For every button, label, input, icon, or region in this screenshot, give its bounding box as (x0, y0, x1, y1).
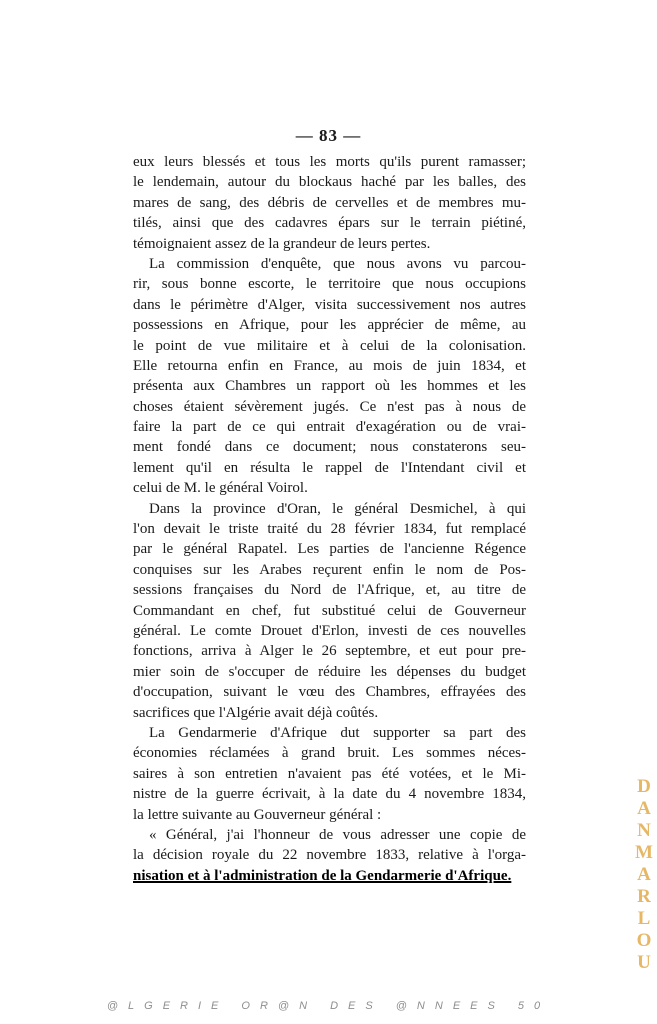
text-line: fonctions, arriva à Alger le 26 septembre, et eut pour pre- (133, 643, 526, 660)
text-line: « Général, j'ai l'honneur de vous adresser une copie de (149, 826, 526, 843)
page-number: — 83 — (295, 126, 362, 145)
text-line: eux leurs blessés et tous les morts qu'ils purent ramasser; (133, 154, 526, 170)
text-line: lement qu'il en résulta le rappel de l'Intendant civil et (133, 459, 526, 476)
text-line: Elle retourna enfin en France, au mois de juin 1834, et (133, 357, 526, 374)
text-line: le lendemain, autour du blockaus haché par les balles, des (133, 174, 526, 191)
text-line: mier soin de s'occuper de réduire les dépenses du budget (133, 663, 526, 680)
text-line: mares de sang, des débris de cervelles et de membres mu- (133, 194, 526, 211)
text-line: par le général Rapatel. Les parties de l'ancienne Régence (133, 541, 526, 558)
side-watermark-letter: A (637, 798, 651, 819)
text-line: nistre de la guerre écrivait, à la date du 4 novembre 1834, (133, 786, 526, 803)
text-line: La commission d'enquête, que nous avons vu parcou- (149, 255, 526, 272)
text-line: celui de M. le général Voirol. (133, 480, 308, 497)
bottom-watermark: @LGERIE OR@N DES @NNEES 50 (106, 1000, 551, 1012)
text-line: ment fondé dans ce document; nous constaterons seu- (133, 439, 526, 456)
text-line: tilés, ainsi que des cadavres épars sur le terrain piétiné, (133, 215, 526, 232)
text-line: d'occupation, suivant le vœu des Chambres, effrayées des (133, 684, 526, 701)
text-line: présenta aux Chambres un rapport où les hommes et les (133, 378, 526, 395)
text-line: l'on devait le triste traité du 28 février 1834, fut remplacé (133, 521, 526, 538)
text-line: choses étaient sévèrement jugés. Ce n'est pas à nous de (133, 398, 526, 415)
text-line: Commandant en chef, fut substitué celui de Gouverneur (133, 602, 526, 619)
text-line: faire la part de ce qui entrait d'exagération ou de vrai- (133, 419, 526, 436)
side-watermark-letter: N (637, 820, 651, 841)
text-line: témoignaient assez de la grandeur de leurs pertes. (133, 235, 431, 252)
body-text (133, 152, 526, 886)
text-line: économies réclamées à grand bruit. Les sommes néces- (133, 745, 526, 762)
text-line: sacrifices que l'Algérie avait déjà coûtés. (133, 704, 379, 721)
side-watermark-letter: R (637, 886, 651, 907)
text-line: le point de vue militaire et à celui de la colonisation. (133, 337, 526, 354)
text-line: possessions en Afrique, pour les apprécier de même, au (133, 317, 526, 334)
text-line: rir, sous bonne escorte, le territoire que nous occupions (133, 276, 526, 293)
text-line: dans le périmètre d'Alger, visita successivement nos autres (133, 296, 526, 313)
text-line: La Gendarmerie d'Afrique dut supporter sa part des (149, 724, 526, 741)
side-watermark (631, 776, 657, 974)
text-line: nisation et à l'administration de la Gendarmerie d'Afrique. (133, 867, 512, 884)
text-line: la lettre suivante au Gouverneur général : (133, 806, 382, 823)
text-line: Dans la province d'Oran, le général Desmichel, à qui (149, 500, 526, 517)
side-watermark-letter: A (637, 864, 651, 885)
text-line: conquises sur les Arabes reçurent enfin le nom de Pos- (133, 561, 526, 578)
text-line: sessions françaises du Nord de l'Afrique, et, au titre de (133, 582, 526, 599)
text-line: général. Le comte Drouet d'Erlon, investi de ces nouvelles (133, 622, 526, 639)
side-watermark-letter: D (637, 776, 651, 797)
side-watermark-letter: O (636, 930, 652, 951)
side-watermark-letter: U (637, 952, 651, 973)
side-watermark-letter: L (637, 908, 651, 929)
text-line: saires à son entretien n'avaient pas été votées, et le Mi- (133, 765, 526, 782)
side-watermark-letter: M (635, 842, 653, 863)
text-line: la décision royale du 22 novembre 1833, relative à l'orga- (133, 847, 526, 864)
